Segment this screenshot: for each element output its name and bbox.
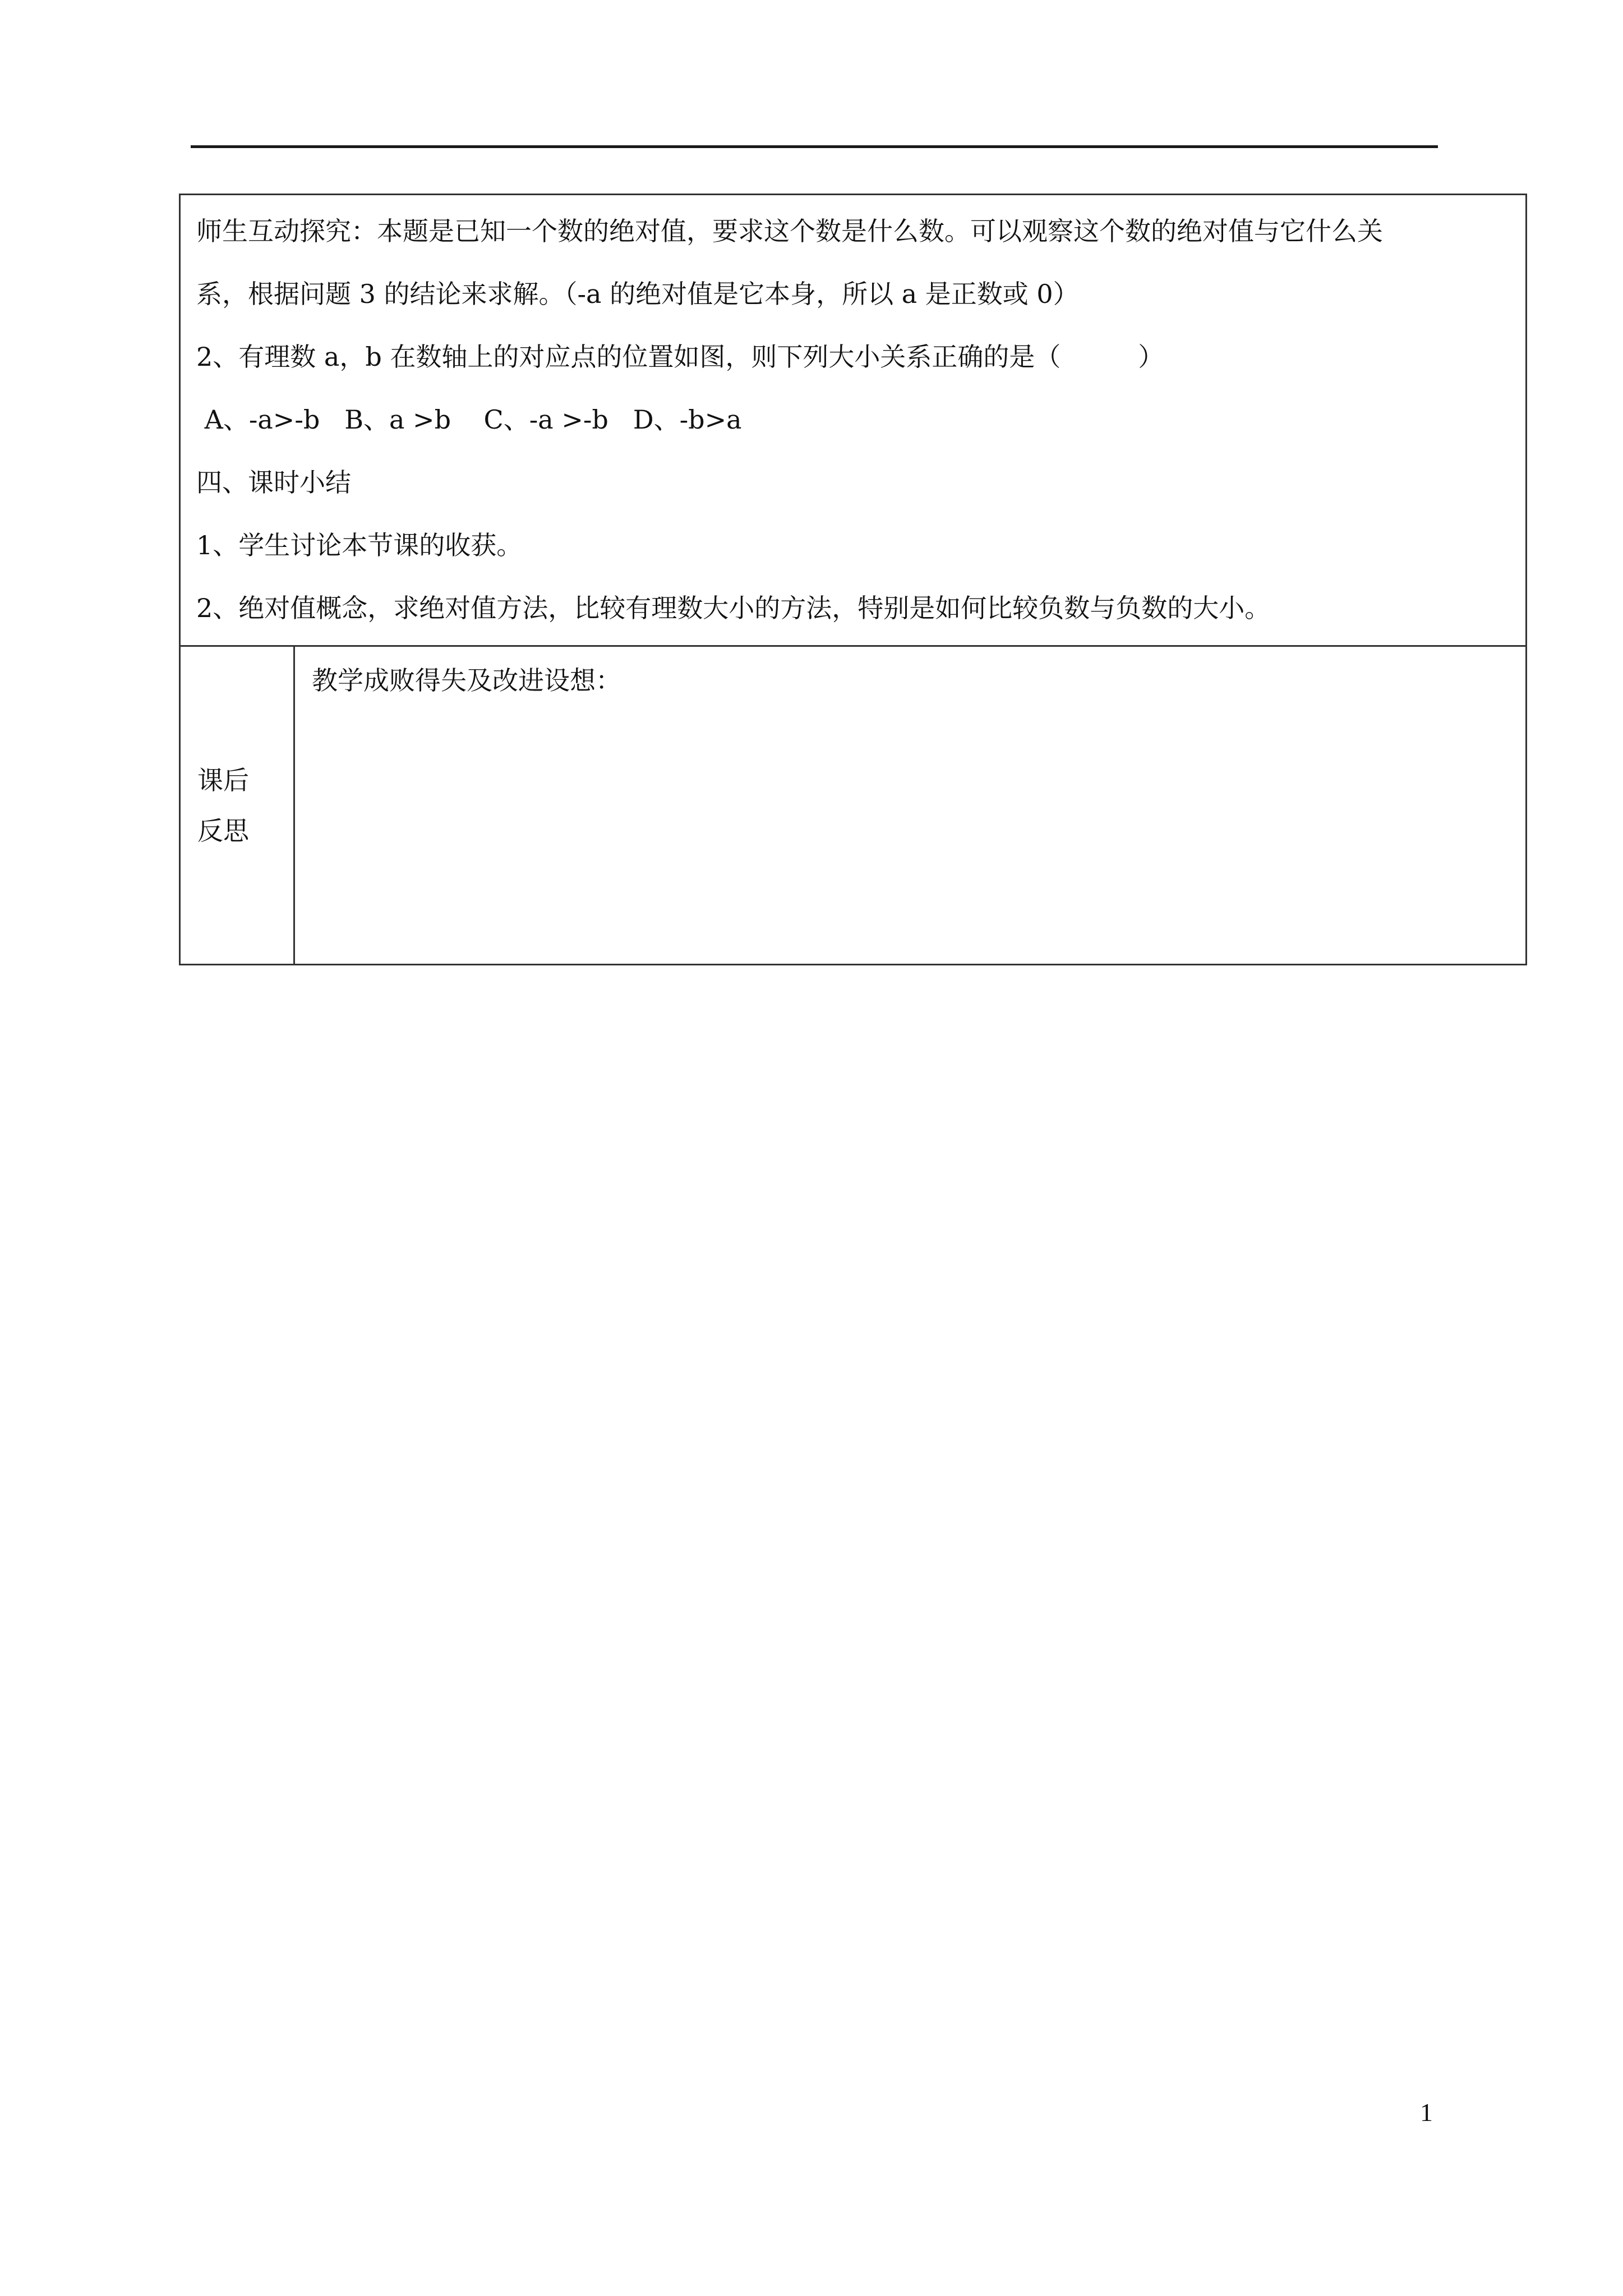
reflection-label-line: 课后 [197, 765, 249, 795]
reflection-content-cell [295, 647, 1525, 964]
page-number: 1 [1420, 2098, 1433, 2127]
header-rule [191, 145, 1438, 148]
lesson-summary-cell [181, 195, 1525, 647]
summary-line: 系，根据问题 3 的结论来求解。（-a 的绝对值是它本身，所以 a 是正数或 0） [196, 279, 1079, 309]
reflection-heading: 教学成败得失及改进设想： [312, 665, 621, 696]
lesson-table [179, 194, 1527, 965]
summary-line: 师生互动探究：本题是已知一个数的绝对值，要求这个数是什么数。可以观察这个数的绝对值与它什么关 [196, 216, 1383, 246]
summary-point: 2、绝对值概念，求绝对值方法，比较有理数大小的方法，特别是如何比较负数与负数的大小。 [196, 593, 1271, 623]
reflection-label-line: 反思 [197, 816, 249, 846]
section-heading: 四、课时小结 [196, 467, 351, 498]
question-line: 2、有理数 a，b 在数轴上的对应点的位置如图，则下列大小关系正确的是（ ） [196, 342, 1164, 372]
answer-options-line: A、-a>-b B、a >b C、-a >-b D、-b>a [196, 404, 742, 435]
reflection-label-cell [181, 647, 295, 964]
reflection-row [181, 647, 1525, 964]
summary-point: 1、学生讨论本节课的收获。 [196, 530, 523, 560]
